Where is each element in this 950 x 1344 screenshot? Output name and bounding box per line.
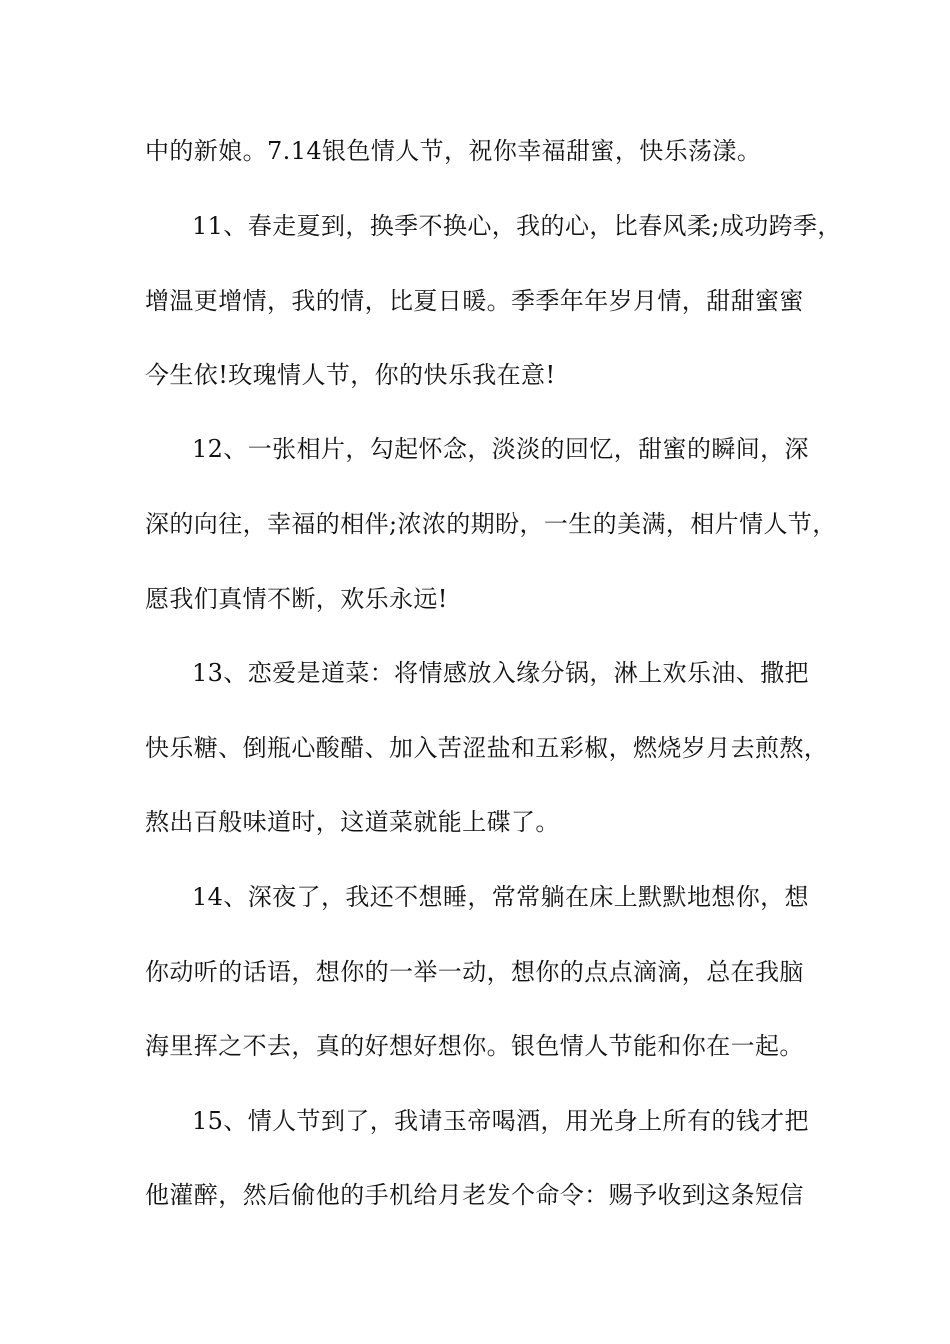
text-line: 15、情人节到了，我请玉帝喝酒，用光身上所有的钱才把 xyxy=(192,1107,809,1135)
text-line: 快乐糖、倒瓶心酸醋、加入苦涩盐和五彩椒，燃烧岁月去煎熬， xyxy=(145,734,829,762)
text-line: 增温更增情，我的情，比夏日暖。季季年年岁月情，甜甜蜜蜜 xyxy=(145,287,804,315)
text-line: 你动听的话语，想你的一举一动，想你的点点滴滴，总在我脑 xyxy=(145,958,804,986)
text-line: 熬出百般味道时，这道菜就能上碟了。 xyxy=(145,808,560,836)
text-line: 13、恋爱是道菜：将情感放入缘分锅，淋上欢乐油、撒把 xyxy=(192,659,809,687)
text-line: 今生依!玫瑰情人节，你的快乐我在意! xyxy=(145,361,556,389)
text-line: 14、深夜了，我还不想睡，常常躺在床上默默地想你，想 xyxy=(192,883,809,911)
text-line: 海里挥之不去，真的好想好想你。银色情人节能和你在一起。 xyxy=(145,1032,804,1060)
text-line: 11、春走夏到，换季不换心，我的心，比春风柔;成功跨季， xyxy=(192,212,842,240)
text-line: 中的新娘。7.14银色情人节，祝你幸福甜蜜，快乐荡漾。 xyxy=(145,137,762,165)
text-line: 愿我们真情不断，欢乐永远! xyxy=(145,585,448,613)
text-line: 深的向往，幸福的相伴;浓浓的期盼，一生的美满，相片情人节， xyxy=(145,510,837,538)
text-line: 他灌醉，然后偷他的手机给月老发个命令：赐予收到这条短信 xyxy=(145,1181,804,1209)
text-line: 12、一张相片，勾起怀念，淡淡的回忆，甜蜜的瞬间，深 xyxy=(192,435,809,463)
